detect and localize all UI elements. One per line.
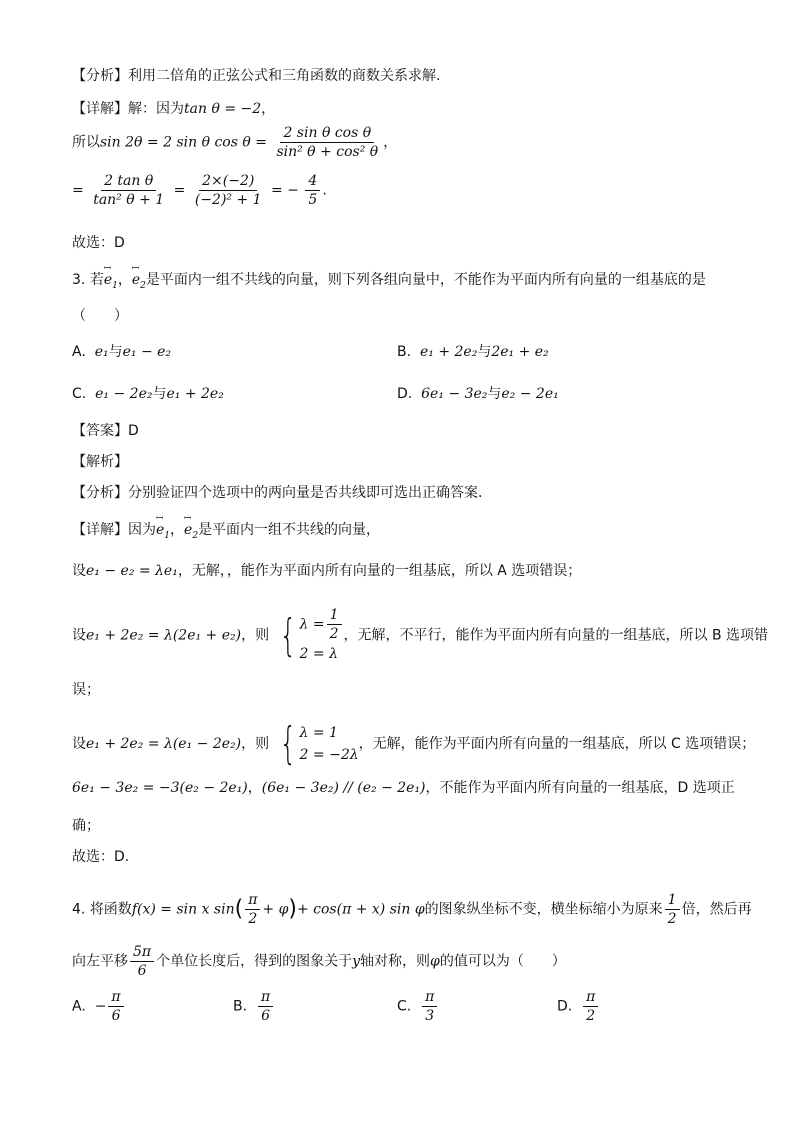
vector-e2: ꟷ $e_2$	[132, 270, 146, 296]
q4-stem-a: 将函数	[89, 901, 132, 918]
solution-tag: 【解析】	[72, 454, 128, 470]
case-d	[72, 778, 735, 798]
option-label: B.	[233, 998, 248, 1015]
option-b-first: e₁ + 2e₂	[419, 344, 478, 360]
detail2-tag: 【详解】	[72, 522, 128, 538]
case-d-cont: 确；	[72, 818, 100, 834]
analysis2-tag: 【分析】	[72, 485, 128, 501]
q3-stem-c: 是平面内一组不共线的向量，则下列各组向量中，不能作为平面内所有向量的一组基底的是	[145, 272, 706, 288]
analysis-tag: 【分析】	[72, 68, 128, 84]
case-b-pre: 设	[72, 627, 86, 644]
q4-axis: y	[352, 953, 361, 970]
option-a-first: e₁	[94, 344, 109, 360]
case-a-post: ，无解，，能作为平面内所有向量的一组基底，所以 A 选项错误；	[177, 563, 582, 579]
step2-fraction-3	[305, 172, 320, 209]
detail-pre: 解：因为	[128, 101, 184, 117]
step2-fraction-1	[90, 172, 167, 209]
case-b-row2: 2 = λ	[299, 646, 338, 662]
q4-arg-tail: + φ	[262, 901, 289, 918]
q4-half-den: 2	[667, 911, 677, 927]
case-b-row1-num: 1	[327, 606, 342, 625]
detail2-post: 是平面内一组不共线的向量，	[198, 522, 381, 538]
case-b-row1-den: 2	[329, 626, 339, 642]
option-a-second: e₁ − e₂	[122, 344, 172, 360]
right-paren-icon: )	[288, 896, 297, 922]
step-2	[72, 172, 327, 209]
option-num: π	[258, 988, 273, 1007]
q3-stem-a: 若	[89, 272, 104, 288]
step2-eq2: =	[173, 182, 186, 199]
vector-e1: ꟷ $e_1$	[104, 270, 118, 296]
option-den: 2	[586, 1008, 596, 1024]
option-sign: −	[94, 998, 107, 1015]
step2-fraction-2	[192, 172, 265, 209]
q4-phi: φ	[430, 953, 440, 970]
detail-tag: 【详解】	[72, 101, 128, 117]
step1-pre: 所以	[72, 134, 100, 151]
q4-line2-c: 轴对称，则	[360, 953, 431, 970]
q4-arg-den: 2	[248, 911, 258, 927]
analysis2-text: 分别验证四个选项中的两向量是否共线即可选出正确答案.	[128, 485, 483, 501]
case-c-row1: λ = 1	[299, 725, 338, 741]
question-3-stem	[72, 270, 706, 296]
case-b-system-rows	[300, 606, 344, 665]
detail-2	[72, 520, 380, 546]
option-fraction	[108, 988, 123, 1025]
option-label: C.	[72, 386, 87, 402]
option-num: π	[108, 988, 123, 1007]
vector-e2-letter: e	[184, 522, 193, 538]
option-d-first: 6e₁ − 3e₂	[421, 386, 488, 402]
question-4-line2	[72, 943, 566, 980]
case-d-post: ，不能作为平面内所有向量的一组基底，D 选项正	[425, 780, 735, 796]
detail2-pre: 因为	[128, 522, 156, 538]
vector-e2: ꟷ $e_2$	[184, 520, 198, 546]
q4-option-b[interactable]	[233, 988, 275, 1025]
left-paren-icon: (	[234, 896, 244, 922]
case-b-post: ，无解，不平行，能作为平面内所有向量的一组基底，所以 B 选项错	[343, 627, 769, 644]
vector-e1-letter: e	[103, 272, 113, 288]
case-c-row2: 2 = −2λ	[299, 747, 359, 763]
option-b-second: 2e₁ + e₂	[491, 344, 549, 360]
option-den: 6	[261, 1008, 271, 1024]
case-c-system	[274, 718, 359, 769]
answer	[72, 421, 139, 441]
option-c-second: e₁ + 2e₂	[166, 386, 224, 402]
step1-post: ，	[383, 134, 398, 151]
case-d-eq1: 6e₁ − 3e₂ = −3(e₂ − 2e₁)	[72, 780, 248, 796]
step1-denominator: sin² θ + cos² θ	[276, 144, 379, 160]
q4-option-c[interactable]	[397, 988, 439, 1025]
case-b-row1-lhs: λ =	[299, 616, 325, 633]
question-4-stem	[72, 891, 752, 928]
q4-line2-a: 向左平移	[72, 953, 128, 970]
option-num: π	[583, 988, 598, 1007]
q4-shift-fraction	[130, 943, 154, 980]
case-c-eq: e₁ + 2e₂ = λ(e₁ − 2e₂)	[86, 736, 242, 752]
option-fraction	[422, 988, 437, 1025]
step2-num3: 4	[305, 172, 320, 191]
option-label: C.	[397, 998, 412, 1015]
detail-1	[72, 99, 275, 119]
option-label: D.	[557, 998, 573, 1015]
option-label: A.	[72, 344, 86, 360]
option-c-first: e₁ − 2e₂	[95, 386, 153, 402]
left-brace-icon: {	[279, 718, 296, 769]
q4-line2-d: 的值可以为（ ）	[439, 953, 566, 970]
q4-stem-b: 的图象纵坐标不变，横坐标缩小为原来	[424, 901, 663, 918]
answer-value: D	[128, 423, 139, 439]
case-d-mid: ，	[247, 780, 262, 796]
step-1	[72, 124, 397, 161]
analysis-1	[72, 66, 440, 86]
step2-eq: =	[72, 182, 84, 199]
option-a-mid: 与	[108, 344, 123, 360]
q4-arg-num: π	[245, 891, 260, 910]
option-d-second: e₂ − 2e₁	[501, 386, 559, 402]
left-brace-icon: {	[279, 609, 296, 661]
case-c	[72, 718, 756, 769]
option-b-mid: 与	[477, 344, 492, 360]
q3-paren: （ ）	[72, 308, 128, 324]
q4-line2-b: 个单位长度后，得到的图象关于	[156, 953, 353, 970]
choice-2: 故选：D.	[72, 849, 130, 865]
q4-stem-c: 倍，然后再	[681, 901, 752, 918]
q4-half-fraction	[665, 891, 680, 928]
case-c-pre: 设	[72, 736, 86, 752]
step2-post: .	[322, 182, 327, 199]
case-b-row1-fraction	[327, 606, 342, 643]
step1-fraction	[273, 124, 381, 161]
q4-function: f(x) = sin x sin	[131, 901, 235, 918]
case-a-pre: 设	[72, 563, 86, 579]
step2-eq3: = −	[271, 182, 299, 199]
case-c-mid: ，则	[241, 736, 270, 752]
case-b-row1	[300, 606, 344, 643]
q3-option-b[interactable]	[397, 342, 549, 362]
q4-function-2: + cos(π + x) sin φ	[296, 901, 425, 918]
step1-lhs: sin 2θ = 2 sin θ cos θ =	[100, 134, 267, 151]
case-c-system-rows	[300, 722, 359, 766]
case-a-eq: e₁ − e₂ = λe₁	[86, 563, 178, 579]
case-b-cont: 误；	[72, 682, 100, 698]
q3-option-c[interactable]	[72, 384, 224, 404]
step2-den2: (−2)² + 1	[194, 192, 262, 208]
q4-number: 4.	[72, 901, 86, 918]
option-d-mid: 与	[487, 386, 502, 402]
detail2-mid: ，	[170, 522, 185, 538]
q3-option-a[interactable]	[72, 342, 171, 362]
option-label: A.	[72, 998, 86, 1015]
step1-numerator: 2 sin θ cos θ	[280, 124, 374, 143]
q3-stem-b: ，	[117, 272, 132, 288]
tan-equation: tan θ = −2	[184, 101, 262, 117]
q4-option-a[interactable]	[72, 988, 126, 1025]
answer-tag: 【答案】	[72, 423, 128, 439]
case-c-post: ，无解，能作为平面内所有向量的一组基底，所以 C 选项错误；	[358, 736, 756, 752]
step2-num2: 2×(−2)	[199, 172, 257, 191]
q4-half-num: 1	[665, 891, 680, 910]
analysis-2	[72, 483, 482, 503]
vector-e1-letter: e	[156, 522, 165, 538]
q3-option-d[interactable]	[397, 384, 559, 404]
option-num: π	[422, 988, 437, 1007]
option-den: 6	[111, 1008, 121, 1024]
case-b	[72, 606, 768, 665]
case-d-eq2: (6e₁ − 3e₂) // (e₂ − 2e₁)	[261, 780, 426, 796]
option-den: 3	[425, 1008, 435, 1024]
case-b-eq: e₁ + 2e₂ = λ(2e₁ + e₂)	[86, 627, 242, 644]
q4-arg-fraction	[245, 891, 260, 928]
analysis-text: 利用二倍角的正弦公式和三角函数的商数关系求解.	[128, 68, 441, 84]
q4-shift-num: 5π	[130, 943, 154, 962]
option-c-mid: 与	[152, 386, 167, 402]
option-label: D.	[397, 386, 413, 402]
option-fraction	[258, 988, 273, 1025]
option-label: B.	[397, 344, 412, 360]
case-a	[72, 561, 581, 581]
q4-shift-den: 6	[137, 963, 147, 979]
detail-post: ，	[261, 101, 276, 117]
step2-num1: 2 tan θ	[101, 172, 156, 191]
step2-den1: tan² θ + 1	[93, 192, 165, 208]
q4-option-d[interactable]	[557, 988, 600, 1025]
choice-1: 故选：D	[72, 235, 125, 251]
q3-number: 3.	[72, 272, 86, 288]
vector-e1: ꟷ $e_1$	[156, 520, 170, 546]
option-fraction	[583, 988, 598, 1025]
vector-e2-letter: e	[131, 272, 141, 288]
case-b-mid: ，则	[241, 627, 270, 644]
case-b-system	[274, 606, 344, 665]
step2-den3: 5	[308, 192, 318, 208]
